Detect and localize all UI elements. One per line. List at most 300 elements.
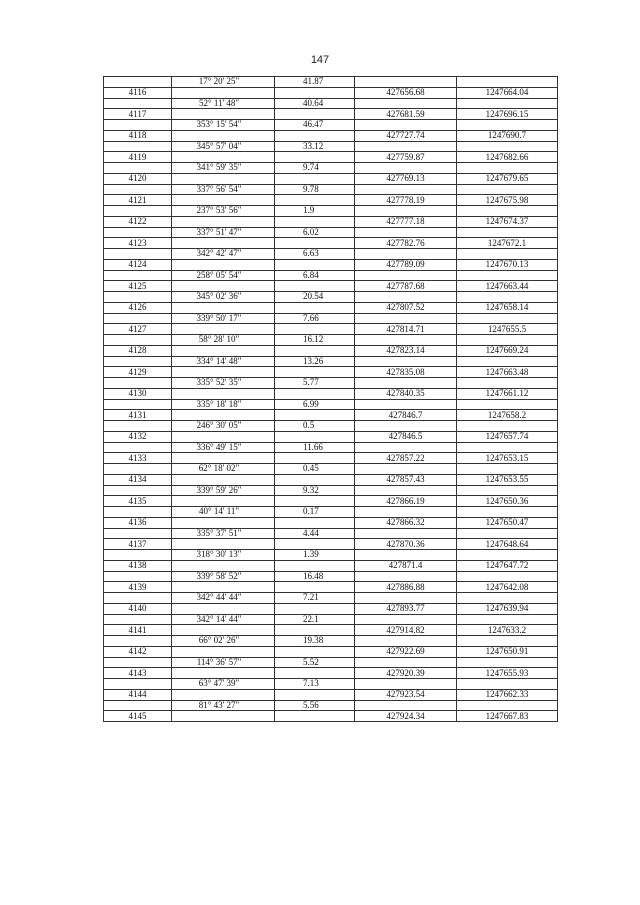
table-row — [104, 464, 558, 475]
x-coordinate-cell: 427787.68 — [355, 281, 457, 292]
distance-cell: 20.54 — [275, 292, 355, 303]
table-row — [104, 195, 558, 206]
distance-cell — [275, 496, 355, 507]
table-row — [104, 87, 558, 98]
bearing-cell — [172, 539, 275, 550]
bearing-cell — [172, 388, 275, 399]
y-coordinate-cell: 1247655.5 — [457, 324, 558, 335]
point-number-cell: 4140 — [104, 603, 172, 614]
distance-cell — [275, 388, 355, 399]
y-coordinate-cell: 1247650.47 — [457, 517, 558, 528]
y-coordinate-cell — [457, 77, 558, 88]
x-coordinate-cell — [355, 550, 457, 561]
x-coordinate-cell: 427924.34 — [355, 711, 457, 722]
y-coordinate-cell: 1247696.15 — [457, 109, 558, 120]
distance-cell — [275, 238, 355, 249]
y-coordinate-cell — [457, 206, 558, 217]
distance-cell — [275, 474, 355, 485]
table-row — [104, 216, 558, 227]
y-coordinate-cell: 1247667.83 — [457, 711, 558, 722]
distance-cell — [275, 173, 355, 184]
y-coordinate-cell — [457, 270, 558, 281]
x-coordinate-cell: 427866.19 — [355, 496, 457, 507]
point-number-cell: 4120 — [104, 173, 172, 184]
y-coordinate-cell — [457, 464, 558, 475]
y-coordinate-cell: 1247690.7 — [457, 130, 558, 141]
bearing-cell — [172, 646, 275, 657]
y-coordinate-cell: 1247672.1 — [457, 238, 558, 249]
x-coordinate-cell — [355, 206, 457, 217]
distance-cell — [275, 367, 355, 378]
x-coordinate-cell: 427886.88 — [355, 582, 457, 593]
x-coordinate-cell: 427823.14 — [355, 345, 457, 356]
point-number-cell — [104, 313, 172, 324]
y-coordinate-cell — [457, 184, 558, 195]
table-row — [104, 378, 558, 389]
point-number-cell — [104, 485, 172, 496]
y-coordinate-cell — [457, 507, 558, 518]
table-row — [104, 625, 558, 636]
y-coordinate-cell: 1247655.93 — [457, 668, 558, 679]
x-coordinate-cell: 427782.76 — [355, 238, 457, 249]
table-row — [104, 636, 558, 647]
y-coordinate-cell — [457, 356, 558, 367]
bearing-cell — [172, 410, 275, 421]
distance-cell — [275, 281, 355, 292]
y-coordinate-cell — [457, 636, 558, 647]
y-coordinate-cell — [457, 335, 558, 346]
point-number-cell: 4116 — [104, 87, 172, 98]
point-number-cell: 4131 — [104, 410, 172, 421]
point-number-cell — [104, 442, 172, 453]
table-row — [104, 593, 558, 604]
y-coordinate-cell: 1247679.65 — [457, 173, 558, 184]
y-coordinate-cell — [457, 442, 558, 453]
y-coordinate-cell — [457, 571, 558, 582]
table-row — [104, 711, 558, 722]
bearing-cell — [172, 345, 275, 356]
x-coordinate-cell: 427814.71 — [355, 324, 457, 335]
x-coordinate-cell — [355, 356, 457, 367]
x-coordinate-cell: 427769.13 — [355, 173, 457, 184]
point-number-cell: 4145 — [104, 711, 172, 722]
x-coordinate-cell — [355, 679, 457, 690]
point-number-cell: 4126 — [104, 302, 172, 313]
x-coordinate-cell — [355, 399, 457, 410]
distance-cell — [275, 539, 355, 550]
point-number-cell — [104, 227, 172, 238]
point-number-cell — [104, 77, 172, 88]
distance-cell: 6.63 — [275, 249, 355, 260]
point-number-cell — [104, 657, 172, 668]
distance-cell: 40.64 — [275, 98, 355, 109]
table-row — [104, 292, 558, 303]
point-number-cell — [104, 571, 172, 582]
table-row — [104, 582, 558, 593]
x-coordinate-cell — [355, 77, 457, 88]
y-coordinate-cell: 1247662.33 — [457, 689, 558, 700]
x-coordinate-cell: 427777.18 — [355, 216, 457, 227]
bearing-cell — [172, 560, 275, 571]
y-coordinate-cell — [457, 593, 558, 604]
y-coordinate-cell: 1247670.13 — [457, 259, 558, 270]
table-row — [104, 345, 558, 356]
distance-cell: 5.56 — [275, 700, 355, 711]
table-row — [104, 485, 558, 496]
bearing-cell — [172, 474, 275, 485]
distance-cell — [275, 216, 355, 227]
x-coordinate-cell: 427846.7 — [355, 410, 457, 421]
table-row — [104, 324, 558, 335]
table-row — [104, 539, 558, 550]
distance-cell: 6.99 — [275, 399, 355, 410]
table-row — [104, 442, 558, 453]
distance-cell — [275, 345, 355, 356]
point-number-cell — [104, 679, 172, 690]
bearing-cell: 339° 50' 17" — [172, 313, 275, 324]
table-row — [104, 689, 558, 700]
bearing-cell — [172, 130, 275, 141]
x-coordinate-cell: 427871.4 — [355, 560, 457, 571]
point-number-cell: 4136 — [104, 517, 172, 528]
x-coordinate-cell — [355, 657, 457, 668]
coordinate-table-container — [103, 76, 557, 722]
bearing-cell: 339° 59' 26" — [172, 485, 275, 496]
point-number-cell: 4119 — [104, 152, 172, 163]
x-coordinate-cell: 427778.19 — [355, 195, 457, 206]
distance-cell: 19.38 — [275, 636, 355, 647]
table-row — [104, 431, 558, 442]
point-number-cell — [104, 700, 172, 711]
point-number-cell: 4130 — [104, 388, 172, 399]
bearing-cell — [172, 195, 275, 206]
distance-cell: 0.5 — [275, 421, 355, 432]
distance-cell — [275, 668, 355, 679]
distance-cell — [275, 302, 355, 313]
point-number-cell — [104, 184, 172, 195]
distance-cell: 16.12 — [275, 335, 355, 346]
y-coordinate-cell: 1247675.98 — [457, 195, 558, 206]
distance-cell: 11.66 — [275, 442, 355, 453]
point-number-cell: 4128 — [104, 345, 172, 356]
point-number-cell: 4142 — [104, 646, 172, 657]
bearing-cell — [172, 625, 275, 636]
x-coordinate-cell — [355, 464, 457, 475]
table-row — [104, 421, 558, 432]
bearing-cell: 341° 59' 35" — [172, 163, 275, 174]
x-coordinate-cell: 427920.39 — [355, 668, 457, 679]
distance-cell — [275, 410, 355, 421]
x-coordinate-cell — [355, 700, 457, 711]
distance-cell: 9.74 — [275, 163, 355, 174]
table-row — [104, 313, 558, 324]
y-coordinate-cell — [457, 378, 558, 389]
y-coordinate-cell: 1247653.55 — [457, 474, 558, 485]
y-coordinate-cell — [457, 421, 558, 432]
point-number-cell: 4118 — [104, 130, 172, 141]
point-number-cell — [104, 636, 172, 647]
x-coordinate-cell — [355, 378, 457, 389]
table-row — [104, 259, 558, 270]
x-coordinate-cell: 427914.82 — [355, 625, 457, 636]
point-number-cell — [104, 335, 172, 346]
y-coordinate-cell — [457, 227, 558, 238]
distance-cell: 46.47 — [275, 120, 355, 131]
x-coordinate-cell — [355, 227, 457, 238]
table-row — [104, 281, 558, 292]
point-number-cell: 4141 — [104, 625, 172, 636]
x-coordinate-cell — [355, 571, 457, 582]
table-row — [104, 388, 558, 399]
point-number-cell — [104, 550, 172, 561]
table-row — [104, 163, 558, 174]
y-coordinate-cell — [457, 313, 558, 324]
distance-cell: 6.84 — [275, 270, 355, 281]
table-row — [104, 184, 558, 195]
x-coordinate-cell: 427866.32 — [355, 517, 457, 528]
table-row — [104, 614, 558, 625]
point-number-cell — [104, 614, 172, 625]
distance-cell: 33.12 — [275, 141, 355, 152]
point-number-cell: 4125 — [104, 281, 172, 292]
distance-cell: 1.9 — [275, 206, 355, 217]
distance-cell: 4.44 — [275, 528, 355, 539]
point-number-cell — [104, 120, 172, 131]
bearing-cell: 52° 11' 48" — [172, 98, 275, 109]
table-row — [104, 668, 558, 679]
y-coordinate-cell — [457, 292, 558, 303]
distance-cell: 13.26 — [275, 356, 355, 367]
point-number-cell: 4135 — [104, 496, 172, 507]
bearing-cell — [172, 668, 275, 679]
table-row — [104, 603, 558, 614]
bearing-cell: 58° 28' 10" — [172, 335, 275, 346]
bearing-cell — [172, 689, 275, 700]
table-row — [104, 249, 558, 260]
y-coordinate-cell: 1247664.04 — [457, 87, 558, 98]
bearing-cell — [172, 711, 275, 722]
y-coordinate-cell — [457, 163, 558, 174]
table-row — [104, 657, 558, 668]
coordinate-table — [103, 76, 558, 722]
bearing-cell: 353° 15' 54" — [172, 120, 275, 131]
y-coordinate-cell — [457, 141, 558, 152]
point-number-cell — [104, 421, 172, 432]
x-coordinate-cell — [355, 485, 457, 496]
distance-cell — [275, 517, 355, 528]
bearing-cell — [172, 603, 275, 614]
table-row — [104, 227, 558, 238]
bearing-cell — [172, 431, 275, 442]
point-number-cell — [104, 270, 172, 281]
point-number-cell — [104, 378, 172, 389]
x-coordinate-cell — [355, 184, 457, 195]
table-row — [104, 410, 558, 421]
bearing-cell: 336° 49' 15" — [172, 442, 275, 453]
x-coordinate-cell — [355, 141, 457, 152]
table-row — [104, 238, 558, 249]
point-number-cell: 4138 — [104, 560, 172, 571]
bearing-cell — [172, 324, 275, 335]
table-row — [104, 302, 558, 313]
distance-cell — [275, 259, 355, 270]
point-number-cell: 4124 — [104, 259, 172, 270]
x-coordinate-cell — [355, 335, 457, 346]
x-coordinate-cell: 427922.69 — [355, 646, 457, 657]
table-row — [104, 453, 558, 464]
x-coordinate-cell — [355, 270, 457, 281]
table-row — [104, 507, 558, 518]
distance-cell: 22.1 — [275, 614, 355, 625]
x-coordinate-cell: 427656.68 — [355, 87, 457, 98]
coordinate-table-body — [104, 77, 558, 722]
x-coordinate-cell: 427870.36 — [355, 539, 457, 550]
bearing-cell — [172, 259, 275, 270]
point-number-cell — [104, 292, 172, 303]
distance-cell — [275, 625, 355, 636]
x-coordinate-cell: 427681.59 — [355, 109, 457, 120]
table-row — [104, 474, 558, 485]
y-coordinate-cell — [457, 679, 558, 690]
distance-cell — [275, 560, 355, 571]
y-coordinate-cell: 1247674.37 — [457, 216, 558, 227]
bearing-cell: 345° 02' 36" — [172, 292, 275, 303]
table-row — [104, 173, 558, 184]
bearing-cell: 337° 51' 47" — [172, 227, 275, 238]
bearing-cell: 337° 56' 54" — [172, 184, 275, 195]
y-coordinate-cell — [457, 98, 558, 109]
bearing-cell: 342° 14' 44" — [172, 614, 275, 625]
bearing-cell: 334° 14' 48" — [172, 356, 275, 367]
table-row — [104, 550, 558, 561]
table-row — [104, 335, 558, 346]
y-coordinate-cell: 1247642.08 — [457, 582, 558, 593]
bearing-cell — [172, 281, 275, 292]
distance-cell — [275, 711, 355, 722]
bearing-cell: 63° 47' 39" — [172, 679, 275, 690]
y-coordinate-cell: 1247661.12 — [457, 388, 558, 399]
y-coordinate-cell — [457, 528, 558, 539]
x-coordinate-cell — [355, 442, 457, 453]
bearing-cell — [172, 582, 275, 593]
x-coordinate-cell: 427893.77 — [355, 603, 457, 614]
point-number-cell — [104, 528, 172, 539]
x-coordinate-cell: 427727.74 — [355, 130, 457, 141]
point-number-cell — [104, 141, 172, 152]
bearing-cell — [172, 109, 275, 120]
bearing-cell: 339° 58' 52" — [172, 571, 275, 582]
bearing-cell: 342° 44' 44" — [172, 593, 275, 604]
y-coordinate-cell: 1247663.48 — [457, 367, 558, 378]
y-coordinate-cell: 1247663.44 — [457, 281, 558, 292]
bearing-cell — [172, 152, 275, 163]
bearing-cell: 345° 57' 04" — [172, 141, 275, 152]
point-number-cell: 4132 — [104, 431, 172, 442]
point-number-cell: 4143 — [104, 668, 172, 679]
bearing-cell — [172, 173, 275, 184]
table-row — [104, 141, 558, 152]
distance-cell: 9.32 — [275, 485, 355, 496]
table-row — [104, 528, 558, 539]
x-coordinate-cell — [355, 593, 457, 604]
bearing-cell — [172, 496, 275, 507]
bearing-cell: 258° 05' 54" — [172, 270, 275, 281]
bearing-cell — [172, 367, 275, 378]
point-number-cell: 4133 — [104, 453, 172, 464]
distance-cell — [275, 453, 355, 464]
bearing-cell: 335° 18' 18" — [172, 399, 275, 410]
point-number-cell: 4122 — [104, 216, 172, 227]
x-coordinate-cell: 427846.5 — [355, 431, 457, 442]
x-coordinate-cell — [355, 313, 457, 324]
point-number-cell — [104, 356, 172, 367]
bearing-cell: 342° 42' 47" — [172, 249, 275, 260]
table-row — [104, 130, 558, 141]
y-coordinate-cell: 1247648.64 — [457, 539, 558, 550]
distance-cell: 7.66 — [275, 313, 355, 324]
point-number-cell: 4117 — [104, 109, 172, 120]
bearing-cell — [172, 216, 275, 227]
y-coordinate-cell: 1247658.2 — [457, 410, 558, 421]
table-row — [104, 679, 558, 690]
distance-cell — [275, 87, 355, 98]
distance-cell: 41.87 — [275, 77, 355, 88]
bearing-cell — [172, 302, 275, 313]
table-row — [104, 98, 558, 109]
table-row — [104, 120, 558, 131]
point-number-cell: 4129 — [104, 367, 172, 378]
x-coordinate-cell — [355, 614, 457, 625]
distance-cell: 1.39 — [275, 550, 355, 561]
table-row — [104, 399, 558, 410]
table-row — [104, 571, 558, 582]
y-coordinate-cell: 1247669.24 — [457, 345, 558, 356]
y-coordinate-cell: 1247657.74 — [457, 431, 558, 442]
distance-cell: 0.45 — [275, 464, 355, 475]
distance-cell — [275, 603, 355, 614]
bearing-cell: 81° 43' 27" — [172, 700, 275, 711]
bearing-cell: 114° 36' 57" — [172, 657, 275, 668]
distance-cell: 0.17 — [275, 507, 355, 518]
point-number-cell — [104, 593, 172, 604]
distance-cell: 5.77 — [275, 378, 355, 389]
x-coordinate-cell: 427857.43 — [355, 474, 457, 485]
distance-cell: 7.21 — [275, 593, 355, 604]
y-coordinate-cell: 1247639.94 — [457, 603, 558, 614]
bearing-cell: 237° 53' 56" — [172, 206, 275, 217]
table-row — [104, 367, 558, 378]
bearing-cell: 40° 14' 11" — [172, 507, 275, 518]
y-coordinate-cell: 1247650.91 — [457, 646, 558, 657]
bearing-cell: 62° 18' 02" — [172, 464, 275, 475]
x-coordinate-cell: 427759.87 — [355, 152, 457, 163]
point-number-cell: 4123 — [104, 238, 172, 249]
point-number-cell: 4139 — [104, 582, 172, 593]
bearing-cell: 17° 20' 25" — [172, 77, 275, 88]
table-row — [104, 77, 558, 88]
y-coordinate-cell — [457, 485, 558, 496]
y-coordinate-cell — [457, 399, 558, 410]
bearing-cell — [172, 453, 275, 464]
x-coordinate-cell — [355, 98, 457, 109]
point-number-cell — [104, 249, 172, 260]
point-number-cell: 4134 — [104, 474, 172, 485]
bearing-cell: 318° 30' 13" — [172, 550, 275, 561]
distance-cell — [275, 689, 355, 700]
point-number-cell — [104, 98, 172, 109]
y-coordinate-cell — [457, 120, 558, 131]
y-coordinate-cell: 1247653.15 — [457, 453, 558, 464]
